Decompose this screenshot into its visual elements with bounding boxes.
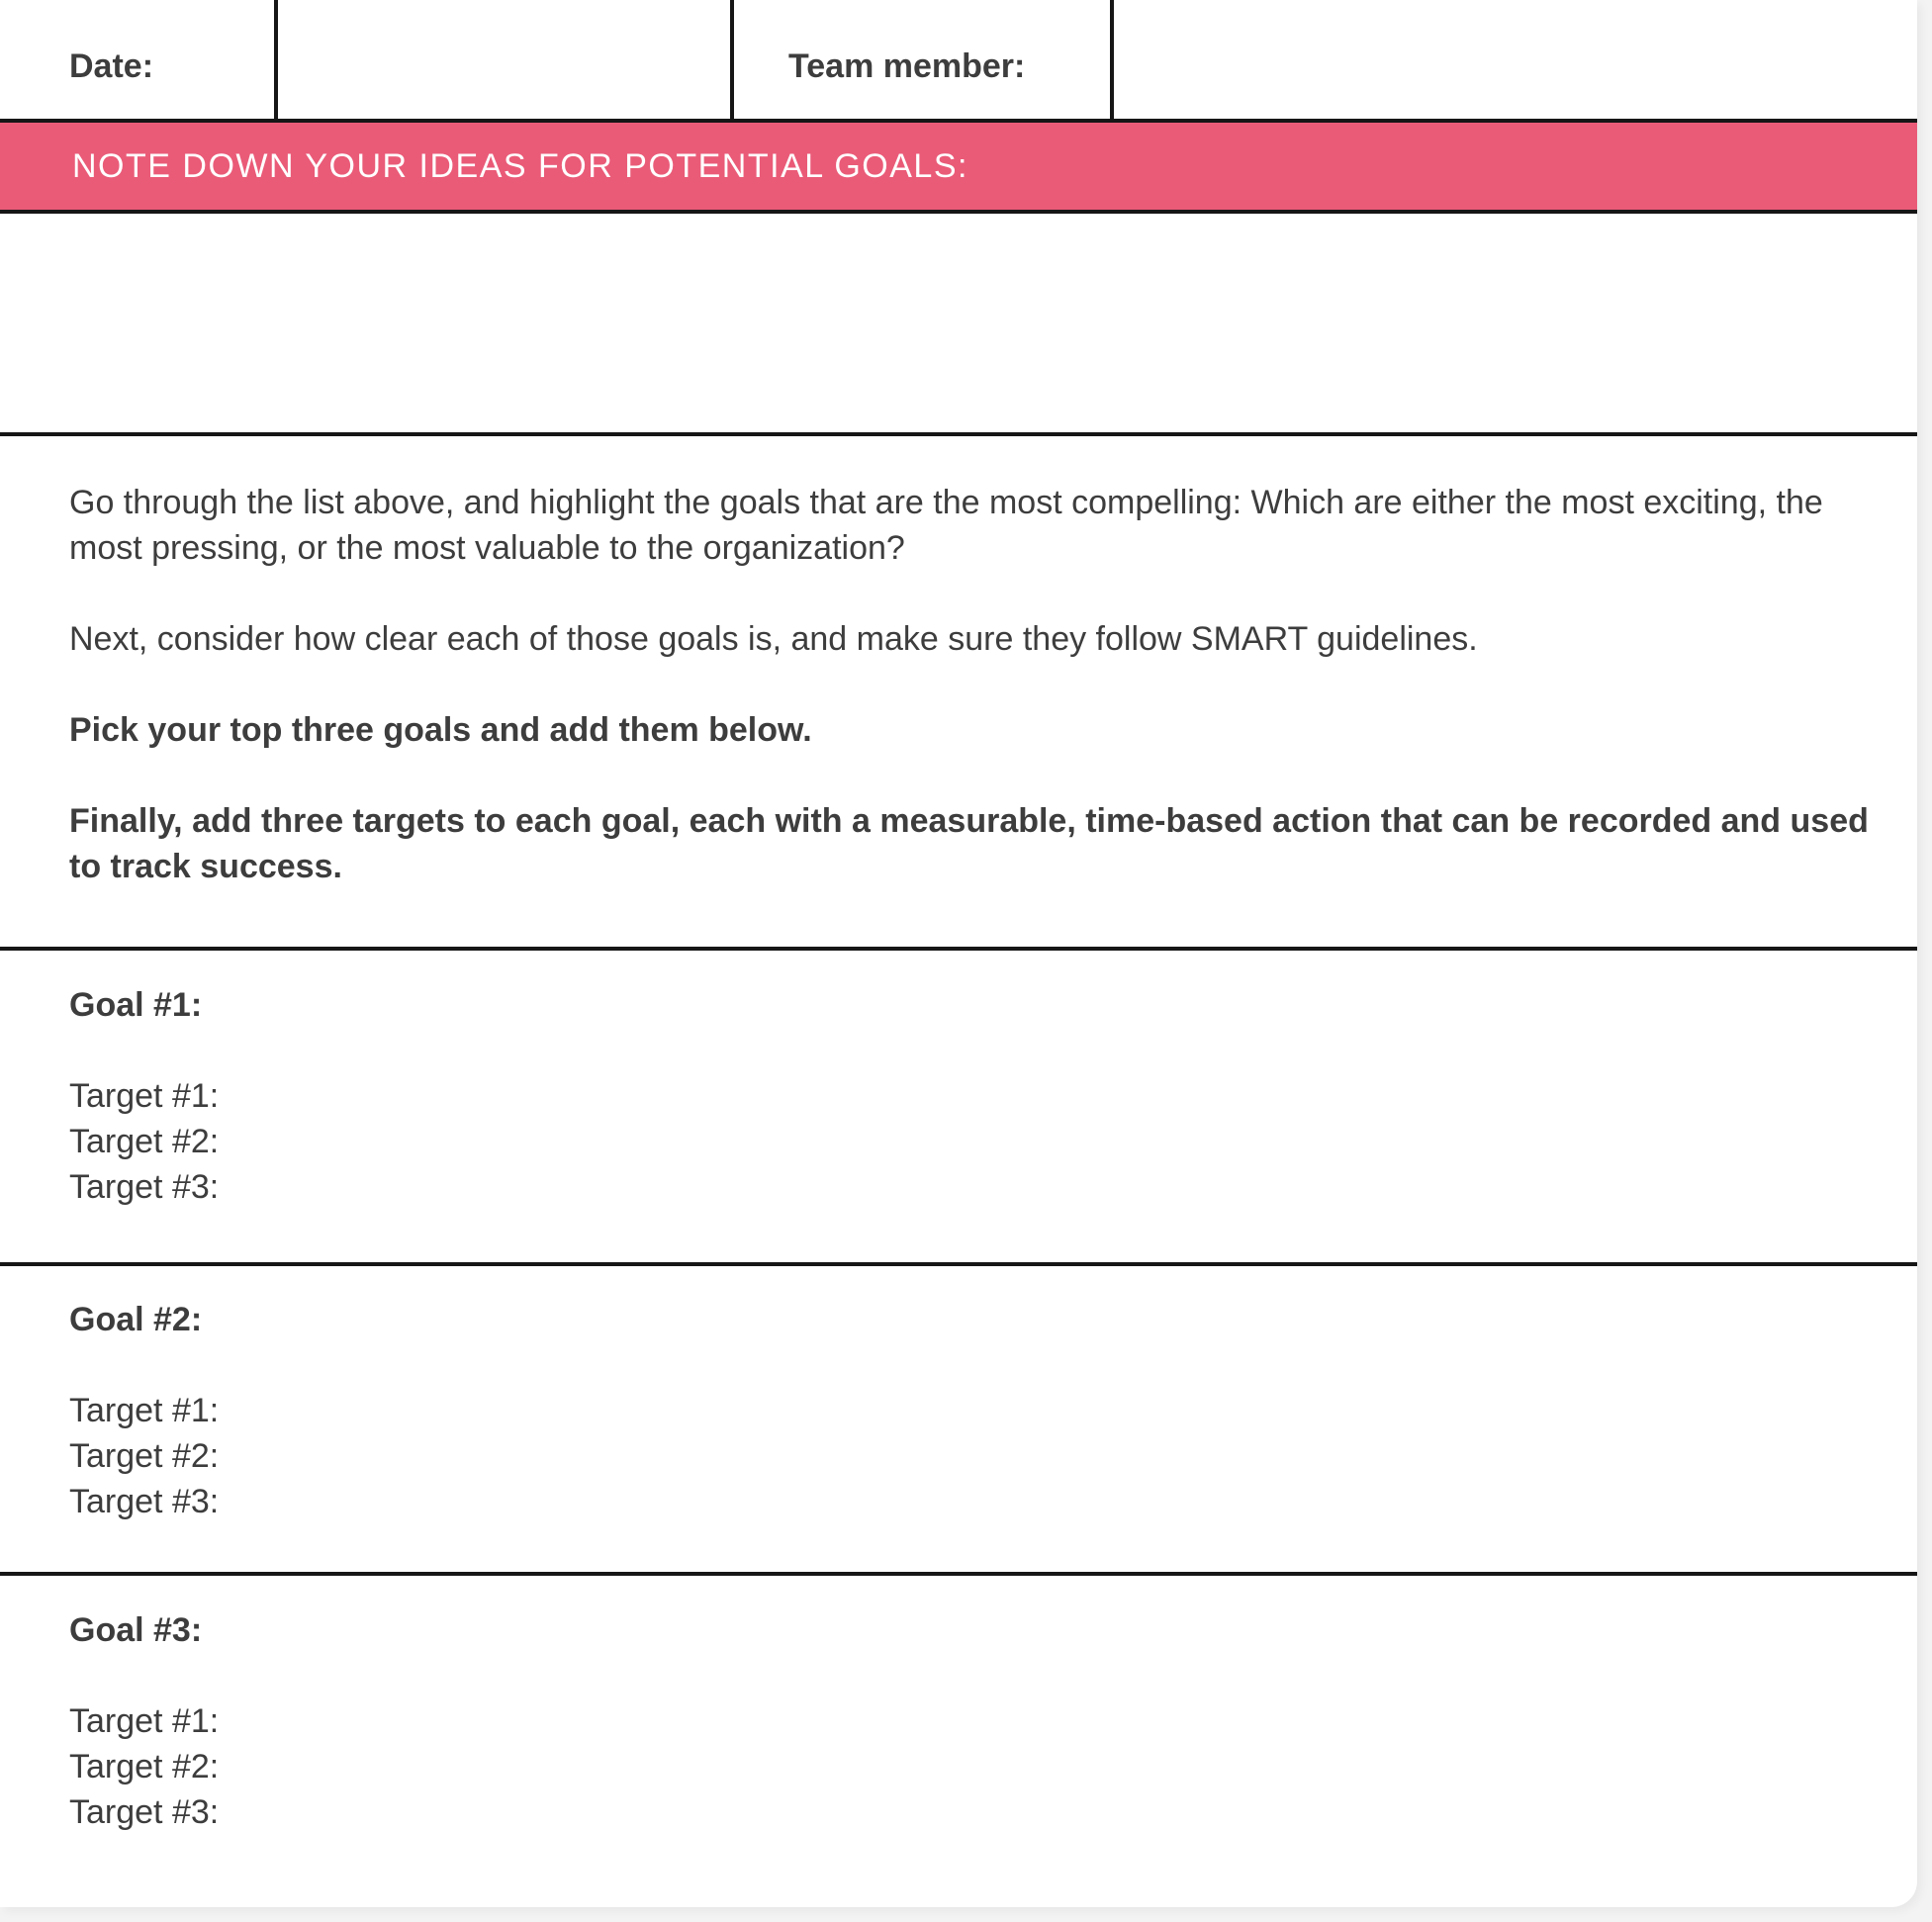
instruction-paragraph: Next, consider how clear each of those goals is, and make sure they follow SMART guidelines. bbox=[69, 620, 1478, 658]
team-member-label: Team member: bbox=[788, 47, 1026, 85]
ideas-notes-area[interactable] bbox=[0, 214, 1917, 432]
target-line: Target #1: bbox=[69, 1392, 220, 1429]
banner-title: NOTE DOWN YOUR IDEAS FOR POTENTIAL GOALS: bbox=[72, 147, 968, 185]
goal-section[interactable] bbox=[69, 1297, 1880, 1524]
divider bbox=[0, 1262, 1917, 1266]
divider bbox=[0, 1572, 1917, 1576]
instruction-paragraph: Go through the list above, and highlight the goals that are the most compelling: Which are either the most exciting, the most pressing, or the most valuable to the organization? bbox=[69, 484, 1823, 567]
target-line: Target #2: bbox=[69, 1437, 220, 1475]
target-line: Target #1: bbox=[69, 1702, 220, 1740]
target-line: Target #3: bbox=[69, 1793, 220, 1831]
instruction-paragraph: Pick your top three goals and add them below. bbox=[69, 711, 812, 749]
goals-banner bbox=[0, 123, 1917, 210]
goal-section[interactable] bbox=[69, 982, 1880, 1210]
goal-title: Goal #1: bbox=[69, 986, 203, 1024]
header-divider bbox=[730, 0, 734, 119]
header-divider bbox=[274, 0, 278, 119]
header-divider bbox=[1110, 0, 1114, 119]
date-field[interactable] bbox=[279, 0, 730, 119]
divider bbox=[0, 947, 1917, 951]
instruction-paragraph: Finally, add three targets to each goal, each with a measurable, time-based action that can be recorded and used to track success. bbox=[69, 802, 1869, 885]
divider bbox=[0, 432, 1917, 436]
target-line: Target #2: bbox=[69, 1748, 220, 1785]
date-label: Date: bbox=[69, 47, 154, 85]
target-line: Target #1: bbox=[69, 1077, 220, 1115]
target-line: Target #3: bbox=[69, 1483, 220, 1520]
instructions bbox=[69, 480, 1880, 935]
target-line: Target #2: bbox=[69, 1123, 220, 1160]
team-member-field[interactable] bbox=[1115, 0, 1917, 119]
goal-section[interactable] bbox=[69, 1607, 1880, 1835]
goal-title: Goal #2: bbox=[69, 1301, 203, 1338]
target-line: Target #3: bbox=[69, 1168, 220, 1206]
goal-title: Goal #3: bbox=[69, 1611, 203, 1649]
